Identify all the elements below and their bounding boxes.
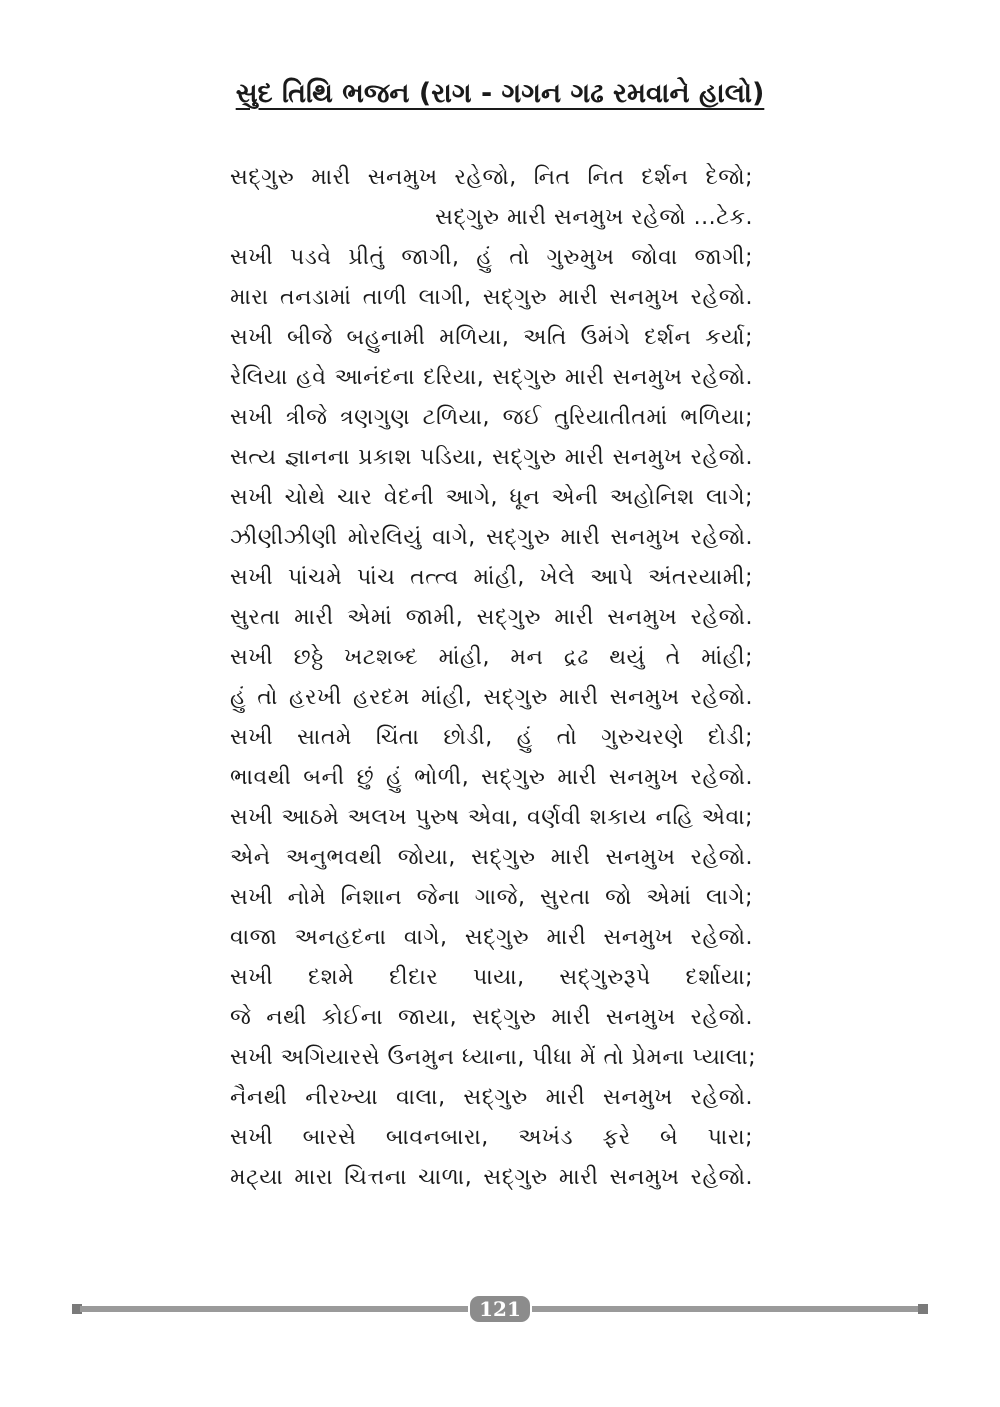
verse-line: ભાવથી બની છું હું ભોળી, સદ્‌ગુરુ મારી સનમુખ રહેજો. xyxy=(230,765,753,790)
verse-line: સખી પડવે પ્રીતું જાગી, હું તો ગુરુમુખ જોવા જાગી; xyxy=(230,245,753,270)
verse-line: સખી પાંચમે પાંચ તત્ત્વ માંહી, ખેલે આપે અંતરયામી; xyxy=(230,565,753,590)
verse-line: ઝીણીઝીણી મોરલિયું વાગે, સદ્‌ગુરુ મારી સનમુખ રહેજો. xyxy=(230,525,753,550)
page-number: 121 xyxy=(470,1296,530,1322)
verse-line: સખી આઠમે અલખ પુરુષ એવા, વર્ણવી શકાય નહિ એવા; xyxy=(230,805,753,830)
verse-refrain: સદ્‌ગુરુ મારી સનમુખ રહેજો ...ટેક. xyxy=(435,205,753,230)
verse-line: સખી દશમે દીદાર પાયા, સદ્‌ગુરુરૂપે દર્શાયા; xyxy=(230,965,753,990)
footer-rule-right xyxy=(532,1306,920,1312)
verse-line: નૈનથી નીરખ્યા વાલા, સદ્‌ગુરુ મારી સનમુખ રહેજો. xyxy=(230,1085,753,1110)
verse-line: સુરતા મારી એમાં જામી, સદ્‌ગુરુ મારી સનમુખ રહેજો. xyxy=(230,605,753,630)
verse-line: મટ્યા મારા ચિત્તના ચાળા, સદ્‌ગુરુ મારી સનમુખ રહેજો. xyxy=(230,1165,753,1190)
verse-line: સખી અગિયારસે ઉનમુન ધ્યાના, પીધા મેં તો પ્રેમના પ્યાલા; xyxy=(230,1045,757,1070)
verse-line: હું તો હરખી હરદમ માંહી, સદ્‌ગુરુ મારી સનમુખ રહેજો. xyxy=(230,685,753,710)
verse-line: સખી ચોથે ચાર વેદની આગે, ધૂન એની અહોનિશ લાગે; xyxy=(230,485,753,510)
footer-rule-cap xyxy=(918,1304,928,1314)
verse-line: સખી સાતમે ચિંતા છોડી, હું તો ગુરુચરણે દોડી; xyxy=(230,725,753,750)
verse-line: એને અનુભવથી જોયા, સદ્‌ગુરુ મારી સનમુખ રહેજો. xyxy=(230,845,753,870)
verse-line: સખી બારસે બાવનબારા, અખંડ ફરે બે પારા; xyxy=(230,1125,753,1150)
page-footer xyxy=(72,1296,928,1322)
verse-line: સખી નોમે નિશાન જેના ગાજે, સુરતા જો એમાં લાગે; xyxy=(230,885,753,910)
verse-line: રેલિયા હવે આનંદના દરિયા, સદ્‌ગુરુ મારી સનમુખ રહેજો. xyxy=(230,365,753,390)
verse-line: સદ્‌ગુરુ મારી સનમુખ રહેજો, નિત નિત દર્શન દેજો; xyxy=(230,165,753,190)
page-title: સુદ તિથિ ભજન (રાગ - ગગન ગઢ રમવાને હાલો) xyxy=(235,78,765,109)
bhajan-verse xyxy=(230,158,757,1198)
verse-line: મારા તનડામાં તાળી લાગી, સદ્‌ગુરુ મારી સનમુખ રહેજો. xyxy=(230,285,753,310)
verse-line: વાજા અનહદના વાગે, સદ્‌ગુરુ મારી સનમુખ રહેજો. xyxy=(230,925,753,950)
verse-line: સખી છઠ્ઠે ખટશબ્દ માંહી, મન દ્રઢ થયું તે માંહી; xyxy=(230,645,753,670)
verse-line: જે નથી કોઈના જાયા, સદ્‌ગુરુ મારી સનમુખ રહેજો. xyxy=(230,1005,753,1030)
verse-line: સખી ત્રીજે ત્રણગુણ ટળિયા, જઈ તુરિયાતીતમાં ભળિયા; xyxy=(230,405,753,430)
verse-line: સત્ય જ્ઞાનના પ્રકાશ પડિયા, સદ્‌ગુરુ મારી સનમુખ રહેજો. xyxy=(230,445,753,470)
verse-line: સખી બીજે બહુનામી મળિયા, અતિ ઉમંગે દર્શન કર્યા; xyxy=(230,325,753,350)
footer-rule-left xyxy=(80,1306,468,1312)
